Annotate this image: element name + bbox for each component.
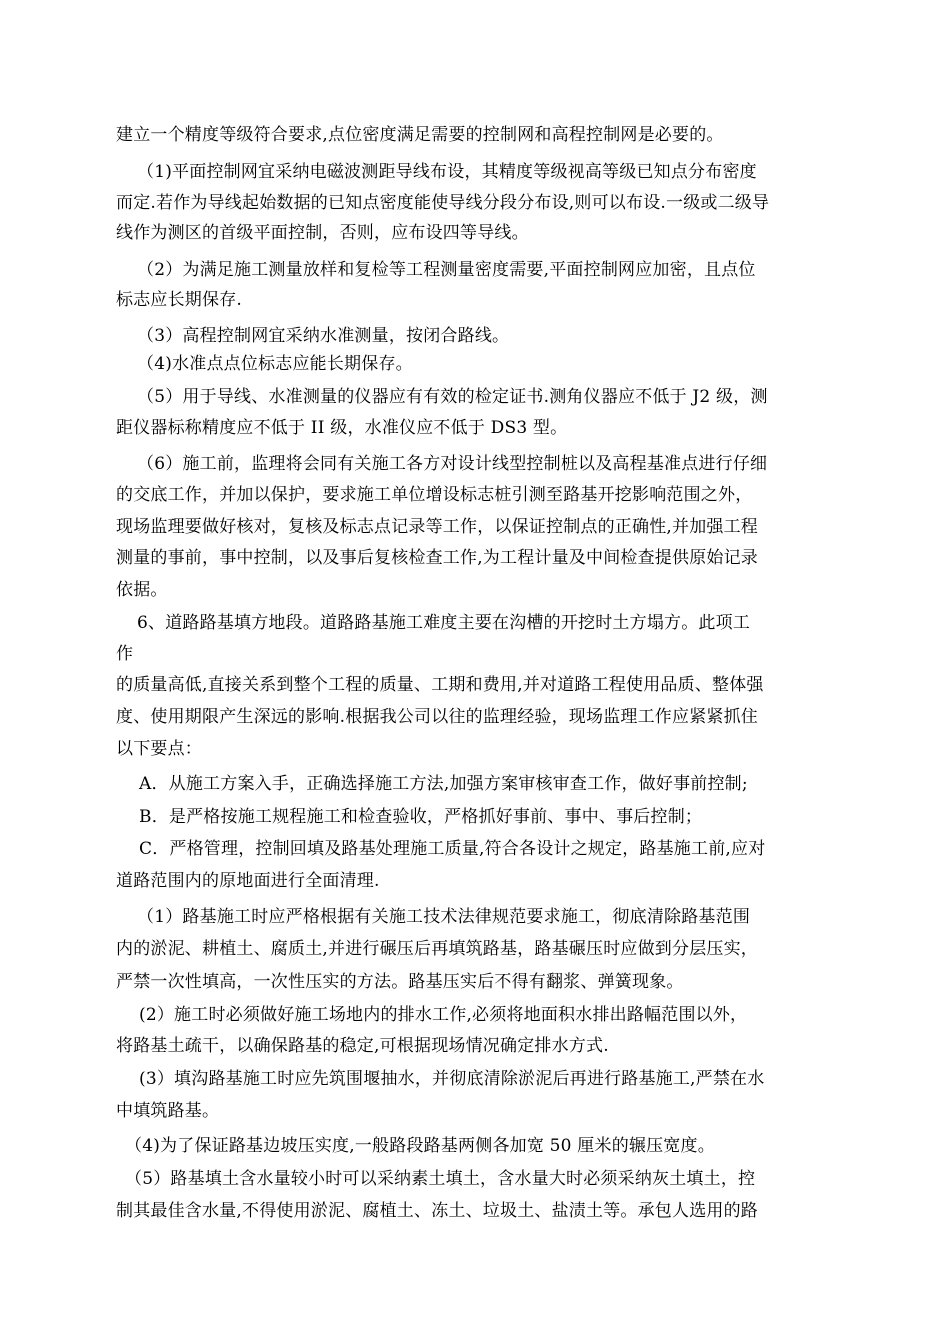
text-line: A．从施工方案入手，正确选择施工方法,加强方案审核审查工作，做好事前控制; [139, 774, 748, 794]
text-line: 而定.若作为导线起始数据的已知点密度能使导线分段分布设,则可以布设.一级或二级导 [116, 193, 770, 213]
text-line: 线作为测区的首级平面控制，否则，应布设四等导线。 [116, 223, 529, 243]
text-line: (3）填沟路基施工时应先筑围堰抽水，并彻底清除淤泥后再进行路基施工,严禁在水 [139, 1069, 765, 1089]
text-line: （6）施工前，监理将会同有关施工各方对设计线型控制桩以及高程基准点进行仔细 [137, 454, 768, 474]
text-line: （5）用于导线、水准测量的仪器应有有效的检定证书.测角仪器应不低于 J2 级，测 [137, 387, 768, 407]
text-line: 作 [116, 644, 134, 664]
text-line: 中填筑路基。 [116, 1101, 220, 1121]
text-line: B．是严格按施工规程施工和检查验收，严格抓好事前、事中、事后控制； [139, 807, 703, 827]
text-line: （1）路基施工时应严格根据有关施工技术法律规范要求施工，彻底清除路基范围 [137, 907, 751, 927]
text-line: 内的淤泥、耕植土、腐质土,并进行碾压后再填筑路基，路基碾压时应做到分层压实， [116, 939, 759, 959]
text-line: （4)水准点点位标志应能长期保存。 [137, 354, 413, 374]
text-line: 现场监理要做好核对，复核及标志点记录等工作，以保证控制点的正确性,并加强工程 [116, 517, 759, 537]
text-line: 标志应长期保存. [116, 290, 243, 310]
text-line: 以下要点： [116, 739, 202, 759]
text-line: （4)为了保证路基边坡压实度,一般路段路基两侧各加宽 50 厘米的辗压宽度。 [125, 1136, 715, 1156]
text-line: 建立一个精度等级符合要求,点位密度满足需要的控制网和高程控制网是必要的。 [116, 125, 724, 145]
text-line: (2）施工时必须做好施工场地内的排水工作,必须将地面积水排出路幅范围以外， [139, 1005, 748, 1025]
text-line: 将路基土疏干，以确保路基的稳定,可根据现场情况确定排水方式. [116, 1036, 609, 1056]
text-line: 的质量高低,直接关系到整个工程的质量、工期和费用,并对道路工程使用品质、整体强 [116, 675, 764, 695]
text-line: 严禁一次性填高，一次性压实的方法。路基压实后不得有翻浆、弹簧现象。 [116, 972, 684, 992]
text-line: （1)平面控制网宜采纳电磁波测距导线布设，其精度等级视高等级已知点分布密度 [137, 162, 757, 182]
text-line: （3）高程控制网宜采纳水准测量，按闭合路线。 [137, 326, 510, 346]
text-line: 6、道路路基填方地段。道路路基施工难度主要在沟槽的开挖时土方塌方。此项工 [137, 613, 751, 633]
text-line: 距仪器标称精度应不低于 II 级，水准仪应不低于 DS3 型。 [116, 418, 568, 438]
text-line: C．严格管理，控制回填及路基处理施工质量,符合各设计之规定，路基施工前,应对 [139, 839, 766, 859]
text-line: 道路范围内的原地面进行全面清理. [116, 871, 380, 891]
text-line: 依据。 [116, 580, 168, 600]
text-line: 度、使用期限产生深远的影响.根据我公司以往的监理经验，现场监理工作应紧紧抓住 [116, 707, 759, 727]
text-line: 测量的事前，事中控制，以及事后复核检查工作,为工程计量及中间检查提供原始记录 [116, 548, 759, 568]
text-line: 制其最佳含水量,不得使用淤泥、腐植土、冻土、垃圾土、盐渍土等。承包人选用的路 [116, 1201, 759, 1221]
text-line: （5）路基填土含水量较小时可以采纳素土填土，含水量大时必须采纳灰土填土，控 [125, 1169, 756, 1189]
text-line: （2）为满足施工测量放样和复检等工程测量密度需要,平面控制网应加密，且点位 [137, 260, 756, 280]
text-line: 的交底工作，并加以保护，要求施工单位增设标志桩引测至路基开挖影响范围之外， [116, 485, 753, 505]
